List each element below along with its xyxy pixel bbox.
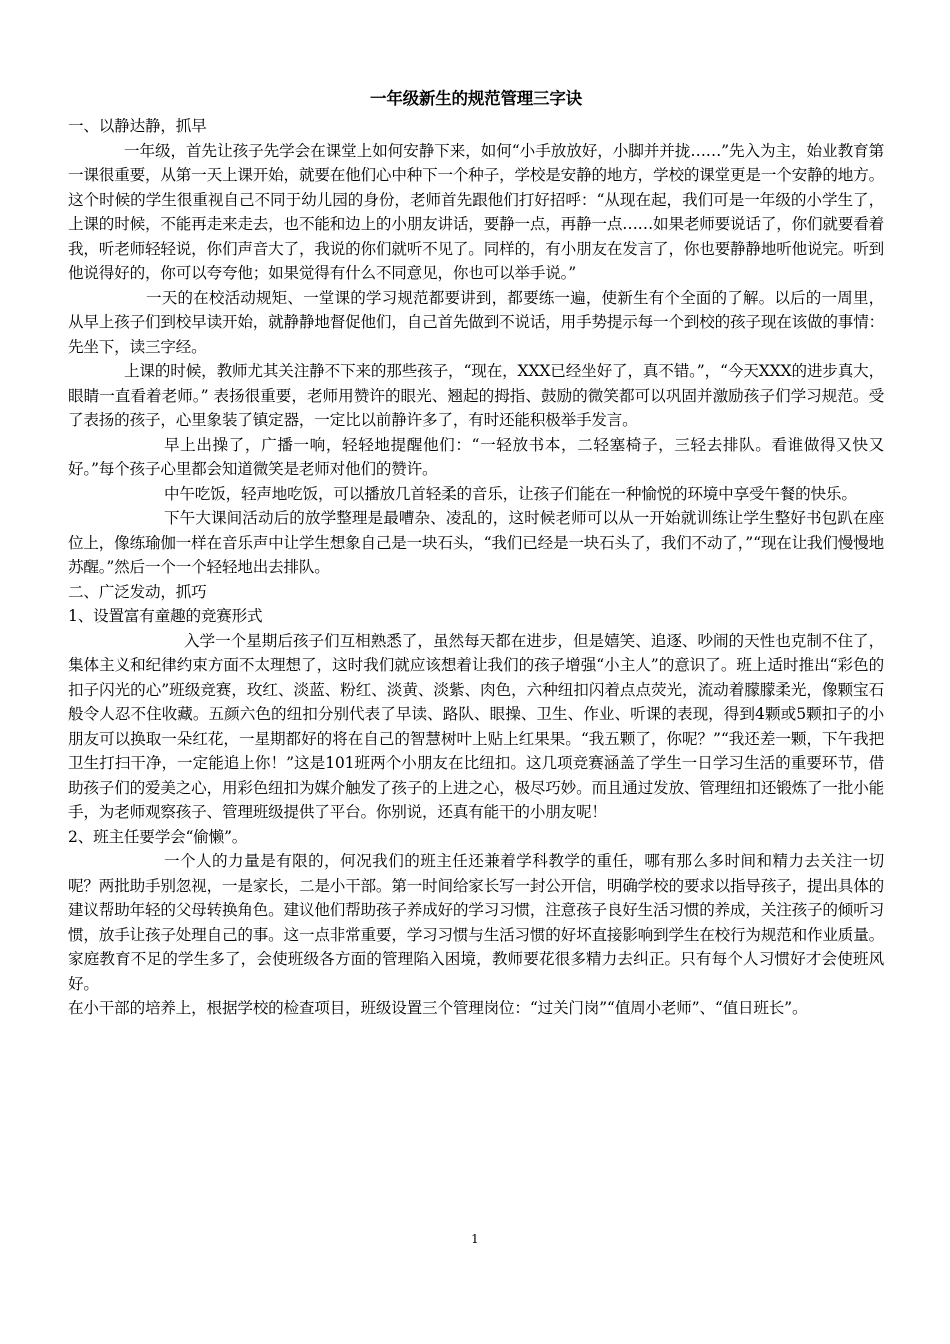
subsection-heading-2-1: 1、设置富有童趣的竞赛形式 [68, 607, 263, 625]
document-title: 一年级新生的规范管理三字诀 [370, 89, 582, 108]
page-number: 1 [471, 1232, 479, 1246]
paragraph-8: 一个人的力量是有限的，何况我们的班主任还兼着学科教学的重任，哪有那么多时间和精力去关注一切呢？两批助手别忽视，一是家长，二是小干部。第一时间给家长写一封公开信，明确学校的要求以指导孩子，提出具体的建议帮助年轻的父母转换角色。建议他们帮助孩子养成好的学习习惯，注意孩子良好生活习惯的养成，关注孩子的倾听习惯，放手让孩子处理自己的事。这一点非常重要，学习习惯与生活习惯的好坏直接影响到学生在校行为规范和作业质量。家庭教育不足的学生多了，会使班级各方面的管理陷入困境，教师要花很多精力去纠正。只有每个人习惯好才会使班风好。 [68, 852, 884, 993]
paragraph-7: 入学一个星期后孩子们互相熟悉了，虽然每天都在进步，但是嬉笑、追逐、吵闹的天性也克制不住了，集体主义和纪律约束方面不太理想了，这时我们就应该想着让我们的孩子增强“小主人”的意识了。班上适时推出“彩色的扣子闪光的心”班级竞赛，玫红、淡蓝、粉红、淡黄、淡紫、肉色，六种纽扣闪着点点荧光，流动着朦朦柔光，像颗宝石般令人忍不住收藏。五颜六色的纽扣分别代表了早读、路队、眼操、卫生、作业、听课的表现，得到4颗或5颗扣子的小朋友可以换取一朵红花，一星期都好的将在自己的智慧树叶上贴上红果果。“我五颗了，你呢？”“我还差一颗，下午我把卫生打扫干净，一定能追上你！”这是101班两个小朋友在比纽扣。这几项竞赛涵盖了学生一日学习生活的重要环节，借助孩子们的爱美之心，用彩色纽扣为媒介触发了孩子的上进之心，极尽巧妙。而且通过发放、管理纽扣还锻炼了一批小能手，为老师观察孩子、管理班级提供了平台。你别说，还真有能干的小朋友呢！ [68, 631, 884, 821]
paragraph-4: 早上出操了，广播一响，轻轻地提醒他们：“一轻放书本，二轻塞椅子，三轻去排队。看谁做得又快又好。”每个孩子心里都会知道微笑是老师对他们的赞许。 [68, 435, 884, 478]
paragraph-3: 上课的时候，教师尤其关注静不下来的那些孩子，“现在，XXX已经坐好了，真不错。”，“今天XXX的进步真大，眼睛一直看着老师。” 表扬很重要，老师用赞许的眼光、翘起的拇指、鼓励的微笑都可以巩固并激励孩子们学习规范。受了表扬的孩子，心里象装了镇定器，一定比以前静许多了，有时还能积极举手发言。 [68, 362, 884, 429]
paragraph-5: 中午吃饭，轻声地吃饭，可以播放几首轻柔的音乐，让孩子们能在一种愉悦的环境中享受午餐的快乐。 [164, 484, 857, 503]
paragraph-9: 在小干部的培养上，根据学校的检查项目，班级设置三个管理岗位：“过关门岗”“值周小老师”、“值日班长”。 [68, 999, 808, 1017]
paragraph-6: 下午大课间活动后的放学整理是最嘈杂、凌乱的，这时候老师可以从一开始就训练让学生整好书包趴在座位上，像练瑜伽一样在音乐声中让学生想象自己是一块石头，“我们已经是一块石头了，我们不动了，”“现在让我们慢慢地苏醒。”然后一个一个轻轻地出去排队。 [68, 509, 884, 576]
section-heading-2: 二、广泛发动，抓巧 [68, 582, 207, 601]
document-body [68, 86, 884, 1021]
paragraph-1: 一年级，首先让孩子先学会在课堂上如何安静下来，如何“小手放放好，小脚并并拢……”先入为主，始业教育第一课很重要，从第一天上课开始，就要在他们心中种下一个种子，学校是安静的地方，学校的课堂更是一个安静的地方。这个时候的学生很重视自己不同于幼儿园的身份，老师首先跟他们打好招呼：“从现在起，我们可是一年级的小学生了，上课的时候，不能再走来走去，也不能和边上的小朋友讲话，要静一点，再静一点……如果老师要说话了，你们就要看着我，听老师轻轻说，你们声音大了，我说的你们就听不见了。同样的，有小朋友在发言了，你也要静静地听他说完。听到他说得好的，你可以夸夸他；如果觉得有什么不同意见，你也可以举手说。” [68, 141, 884, 282]
section-heading-1: 一、以静达静，抓早 [68, 117, 207, 135]
subsection-heading-2-2: 2、班主任要学会“偷懒”。 [68, 827, 248, 846]
paragraph-2: 一天的在校活动规矩、一堂课的学习规范都要讲到，都要练一遍，使新生有个全面的了解。以后的一周里，从早上孩子们到校早读开始，就静静地督促他们，自己首先做到不说话，用手势提示每一个到校的孩子现在该做的事情：先坐下，读三字经。 [68, 288, 884, 356]
